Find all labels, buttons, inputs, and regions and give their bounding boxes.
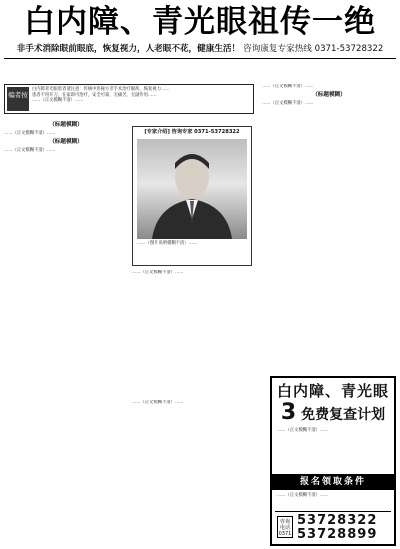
editor-note-line: ……（正文模糊不清）…… [32, 98, 84, 104]
ad-title-plan [272, 400, 394, 425]
article-paragraph: ……（正文模糊不清）…… [262, 84, 314, 89]
ad-title: 白内障、青光眼 [276, 382, 389, 400]
editor-note-line: 患者不用开刀，在家即可治疗，安全可靠，无痛苦，无副作用…… [32, 92, 157, 98]
editor-note-tag: 编者按 [7, 87, 29, 111]
ad-phone-box [275, 511, 391, 541]
ad-body: ……（正文模糊不清）…… [277, 428, 329, 433]
ad-strip: 报名领取条件 [272, 474, 394, 490]
article-paragraph: ……（正文模糊不清）…… [132, 270, 184, 275]
editor-note-line: 白内障青光眼患者请注意：传统中医秘方非手术治疗眼疾，恢复视力…… [32, 87, 170, 92]
photo-header: [专家介绍] 咨询专家 0371-53728322 [144, 129, 240, 135]
article-paragraph: ……（正文模糊不清）…… [4, 147, 56, 153]
ad-number: 3 [280, 400, 297, 425]
expert-photo-block [132, 126, 252, 266]
photo-caption: ……（图片说明模糊不清）…… [137, 241, 198, 246]
article-paragraph: ……（正文模糊不清）…… [4, 131, 56, 136]
ad-phone-1[interactable]: 53728322 [297, 513, 378, 528]
subheadline [4, 43, 396, 56]
section-subtitle: （标题模糊） [49, 138, 83, 145]
editor-note-lines [32, 87, 251, 104]
section-subtitle: （标题模糊） [49, 122, 83, 128]
article-paragraph: ……（正文模糊不清）…… [262, 100, 314, 106]
subhead-phone: 咨询康复专家热线 0371-53728322 [243, 44, 384, 54]
ad-body-2: ……（正文模糊不清）…… [277, 493, 329, 498]
headline: 白内障、青光眼祖传一绝 [24, 4, 376, 40]
right-column [262, 84, 396, 372]
header-rule [4, 58, 396, 59]
ad-phone-2[interactable]: 53728899 [297, 527, 378, 542]
article-paragraph: ……（正文模糊不清）…… [132, 400, 184, 405]
ad-plan-text: 免费复查计划 [301, 407, 386, 423]
section-subtitle: （标题模糊） [312, 91, 346, 98]
subhead-text: 非手术消除眼前眼底，恢复视力，人老眼不花，健康生活！ [16, 44, 241, 54]
left-column [4, 120, 128, 546]
ad-phone-label: 咨询电话 0371 [277, 516, 293, 538]
expert-photo [137, 139, 247, 239]
editor-note-box [4, 84, 254, 114]
free-checkup-ad [270, 376, 396, 546]
middle-column-bottom [132, 400, 260, 546]
portrait-illustration [137, 139, 247, 239]
